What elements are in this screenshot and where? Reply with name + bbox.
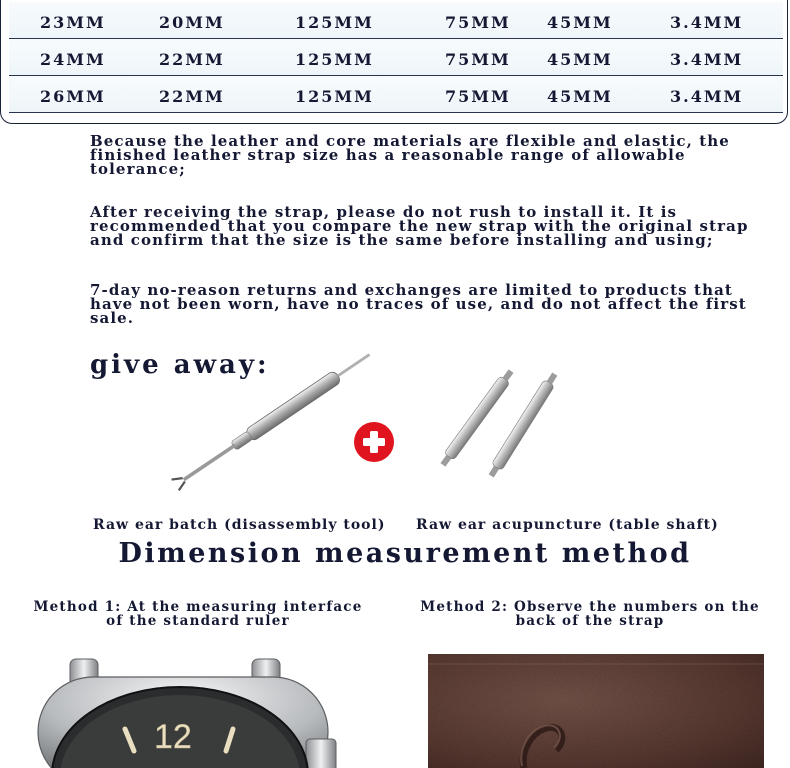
table-cell: 45MM	[547, 13, 613, 32]
table-cell: 75MM	[445, 87, 511, 106]
table-cell: 26MM	[40, 87, 106, 106]
table-cell: 125MM	[295, 13, 374, 32]
table-cell: 125MM	[295, 87, 374, 106]
table-cell: 3.4MM	[670, 87, 744, 106]
table-cell: 22MM	[159, 87, 225, 106]
table-cell: 75MM	[445, 13, 511, 32]
tool-caption: Raw ear batch (disassembly tool)	[93, 517, 386, 533]
table-cell: 45MM	[547, 87, 613, 106]
size-table	[0, 0, 788, 124]
table-row	[9, 2, 783, 39]
method-2-text: Method 2: Observe the numbers on the back of the strap	[420, 599, 760, 629]
table-cell: 3.4MM	[670, 13, 744, 32]
watch-case-image	[30, 655, 370, 768]
table-cell: 45MM	[547, 50, 613, 69]
method-1-text: Method 1: At the measuring interface of the standard ruler	[33, 599, 363, 629]
returns-note: 7-day no-reason returns and exchanges are limited to products that have not been worn, have no traces of use, and do not affect the first sale.	[90, 281, 747, 327]
table-cell: 125MM	[295, 50, 374, 69]
table-row	[9, 39, 783, 76]
install-note: After receiving the strap, please do not rush to install it. It is recommended that you compare the new strap with the original strap and confirm that the size is the same before installing and using;	[90, 203, 749, 249]
spring-bars-image	[415, 355, 585, 490]
table-cell: 24MM	[40, 50, 106, 69]
measurement-title: Dimension measurement method	[118, 538, 692, 569]
table-cell: 3.4MM	[670, 50, 744, 69]
giveaway-heading: give away:	[90, 350, 270, 380]
table-cell: 20MM	[159, 13, 225, 32]
table-cell: 23MM	[40, 13, 106, 32]
table-cell: 75MM	[445, 50, 511, 69]
pins-caption: Raw ear acupuncture (table shaft)	[416, 517, 719, 533]
dial-numeral: 12	[154, 718, 192, 756]
tolerance-note: Because the leather and core materials are flexible and elastic, the finished leather strap size has a reasonable range of allowable tolerance;	[90, 132, 730, 178]
plus-icon	[353, 421, 395, 463]
table-cell: 22MM	[159, 50, 225, 69]
table-row	[9, 76, 783, 113]
strap-back-image	[428, 654, 764, 768]
